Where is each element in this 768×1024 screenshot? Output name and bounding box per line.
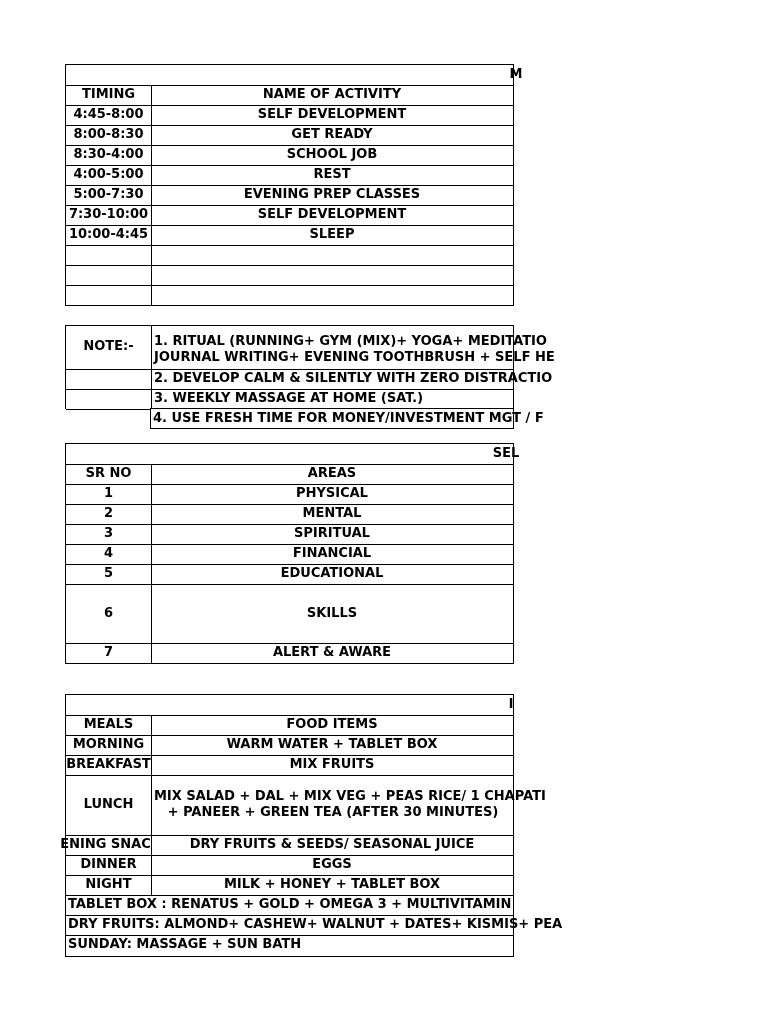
diet-table — [60, 694, 563, 957]
areas-header: AREAS — [307, 466, 357, 481]
note-item: 3. WEEKLY MASSAGE AT HOME (SAT.) — [154, 391, 424, 406]
food-header: FOOD ITEMS — [286, 717, 378, 732]
srno-cell: 6 — [103, 605, 114, 621]
activity-cell: GET READY — [291, 127, 373, 142]
self-dev-title: SEL — [492, 446, 520, 461]
activity-cell: EVENING PREP CLASSES — [243, 187, 421, 202]
area-cell: MENTAL — [302, 506, 362, 521]
srno-cell: 2 — [103, 506, 114, 521]
timing-cell: 7:30-10:00 — [68, 207, 149, 222]
srno-header: SR NO — [85, 466, 132, 481]
activity-header: NAME OF ACTIVITY — [262, 87, 402, 102]
notes-table — [65, 325, 555, 409]
diet-title: I — [508, 697, 514, 712]
meals-header: MEALS — [83, 717, 134, 732]
activity-cell: SELF DEVELOPMENT — [257, 107, 407, 122]
timing-cell: 10:00-4:45 — [68, 227, 149, 242]
srno-cell: 3 — [103, 526, 114, 541]
timing-cell: 4:45-8:00 — [73, 107, 144, 122]
timing-cell: 4:00-5:00 — [73, 167, 144, 182]
activity-cell: SCHOOL JOB — [286, 147, 378, 162]
schedule-table — [65, 64, 523, 306]
srno-cell: 1 — [103, 486, 114, 501]
food-cell: EGGS — [312, 857, 352, 872]
timing-cell: 8:30-4:00 — [73, 147, 144, 162]
timing-cell: 8:00-8:30 — [73, 127, 144, 142]
schedule-title: M — [509, 67, 523, 82]
meal-cell: NIGHT — [85, 877, 132, 892]
note-item: 2. DEVELOP CALM & SILENTLY WITH ZERO DISTRACTIO — [154, 371, 553, 386]
area-cell: SKILLS — [306, 605, 358, 621]
diet-footer-line: TABLET BOX : RENATUS + GOLD + OMEGA 3 + MULTIVITAMIN — [68, 897, 512, 912]
note-label: NOTE:- — [83, 339, 134, 354]
food-cell: DRY FRUITS & SEEDS/ SEASONAL JUICE — [189, 837, 475, 852]
note-item: 4. USE FRESH TIME FOR MONEY/INVESTMENT MGT / F — [153, 410, 544, 426]
note-item-last — [150, 408, 544, 429]
self-development-table — [65, 443, 520, 664]
note-item: 1. RITUAL (RUNNING+ GYM (MIX)+ YOGA+ MEDITATIO — [154, 334, 547, 349]
meal-cell: LUNCH — [83, 797, 134, 812]
meal-cell: ENING SNAC — [60, 837, 151, 852]
srno-cell: 7 — [103, 645, 114, 660]
area-cell: PHYSICAL — [296, 486, 368, 501]
area-cell: ALERT & AWARE — [272, 645, 392, 660]
food-cell: MILK + HONEY + TABLET BOX — [223, 877, 441, 892]
srno-cell: 5 — [103, 566, 114, 581]
srno-cell: 4 — [103, 546, 114, 561]
activity-cell: SELF DEVELOPMENT — [257, 207, 407, 222]
food-cell-line: + PANEER + GREEN TEA (AFTER 30 MINUTES) — [167, 804, 499, 820]
activity-cell: REST — [313, 167, 351, 182]
meal-cell: BREAKFAST — [66, 757, 151, 772]
food-cell: MIX FRUITS — [289, 757, 375, 772]
food-cell-line: MIX SALAD + DAL + MIX VEG + PEAS RICE/ 1 CHAPATI — [154, 788, 546, 804]
food-cell: WARM WATER + TABLET BOX — [226, 737, 438, 752]
diet-footer-line: SUNDAY: MASSAGE + SUN BATH — [68, 937, 302, 952]
timing-cell: 5:00-7:30 — [73, 187, 144, 202]
timing-header: TIMING — [81, 87, 136, 102]
area-cell: EDUCATIONAL — [280, 566, 384, 581]
activity-cell: SLEEP — [309, 227, 355, 242]
meal-cell: DINNER — [80, 857, 137, 872]
diet-footer-line: DRY FRUITS: ALMOND+ CASHEW+ WALNUT + DATES+ KISMIS+ PEA — [68, 917, 563, 932]
area-cell: SPIRITUAL — [294, 526, 370, 541]
area-cell: FINANCIAL — [292, 546, 372, 561]
meal-cell: MORNING — [72, 737, 145, 752]
note-item: JOURNAL WRITING+ EVENING TOOTHBRUSH + SELF HE — [154, 350, 555, 365]
